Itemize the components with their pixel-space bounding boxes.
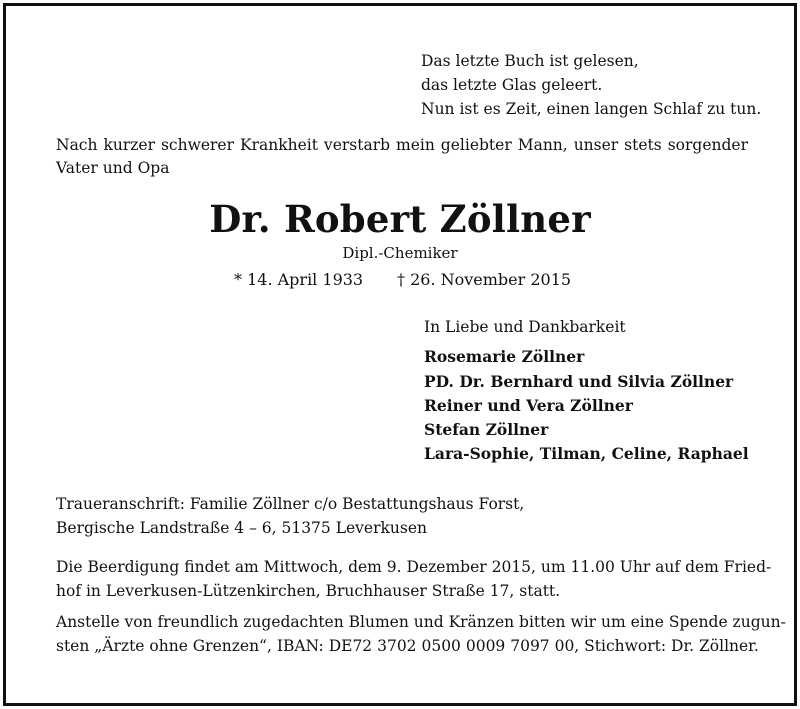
intro-line-1: Nach kurzer schwerer Krankheit verstarb mein geliebter Mann, unser stets sorgender — [56, 136, 748, 154]
death-date: † 26. November 2015 — [397, 270, 572, 289]
address-line-2: Bergische Landstraße 4 – 6, 51375 Leverkusen — [56, 519, 428, 537]
family-member: Stefan Zöllner — [424, 420, 549, 439]
funeral-line-1: Die Beerdigung findet am Mittwoch, dem 9. Dezember 2015, um 11.00 Uhr auf dem Fried- — [56, 558, 772, 576]
address-line-1: Traueranschrift: Familie Zöllner c/o Bestattungshaus Forst, — [56, 495, 525, 513]
poem-line-2: das letzte Glas geleert. — [421, 76, 603, 94]
family-member: Reiner und Vera Zöllner — [424, 396, 633, 415]
donation-line-1: Anstelle von freundlich zugedachten Blumen und Kränzen bitten wir um eine Spende zugun- — [56, 613, 786, 631]
family-member: Rosemarie Zöllner — [424, 347, 585, 366]
family-member: PD. Dr. Bernhard und Silvia Zöllner — [424, 372, 734, 391]
family-intro: In Liebe und Dankbarkeit — [424, 318, 626, 336]
intro-line-2: Vater und Opa — [56, 159, 170, 177]
deceased-title: Dipl.-Chemiker — [342, 244, 458, 262]
donation-line-2: sten „Ärzte ohne Grenzen“, IBAN: DE72 3702 0500 0009 7097 00, Stichwort: Dr. Zöllner. — [56, 637, 759, 655]
poem-line-3: Nun ist es Zeit, einen langen Schlaf zu tun. — [421, 100, 762, 118]
birth-date: * 14. April 1933 — [234, 270, 364, 289]
deceased-name: Dr. Robert Zöllner — [209, 197, 591, 241]
poem-line-1: Das letzte Buch ist gelesen, — [421, 52, 639, 70]
family-member: Lara-Sophie, Tilman, Celine, Raphael — [424, 444, 749, 463]
funeral-line-2: hof in Leverkusen-Lützenkirchen, Bruchhauser Straße 17, statt. — [56, 582, 561, 600]
